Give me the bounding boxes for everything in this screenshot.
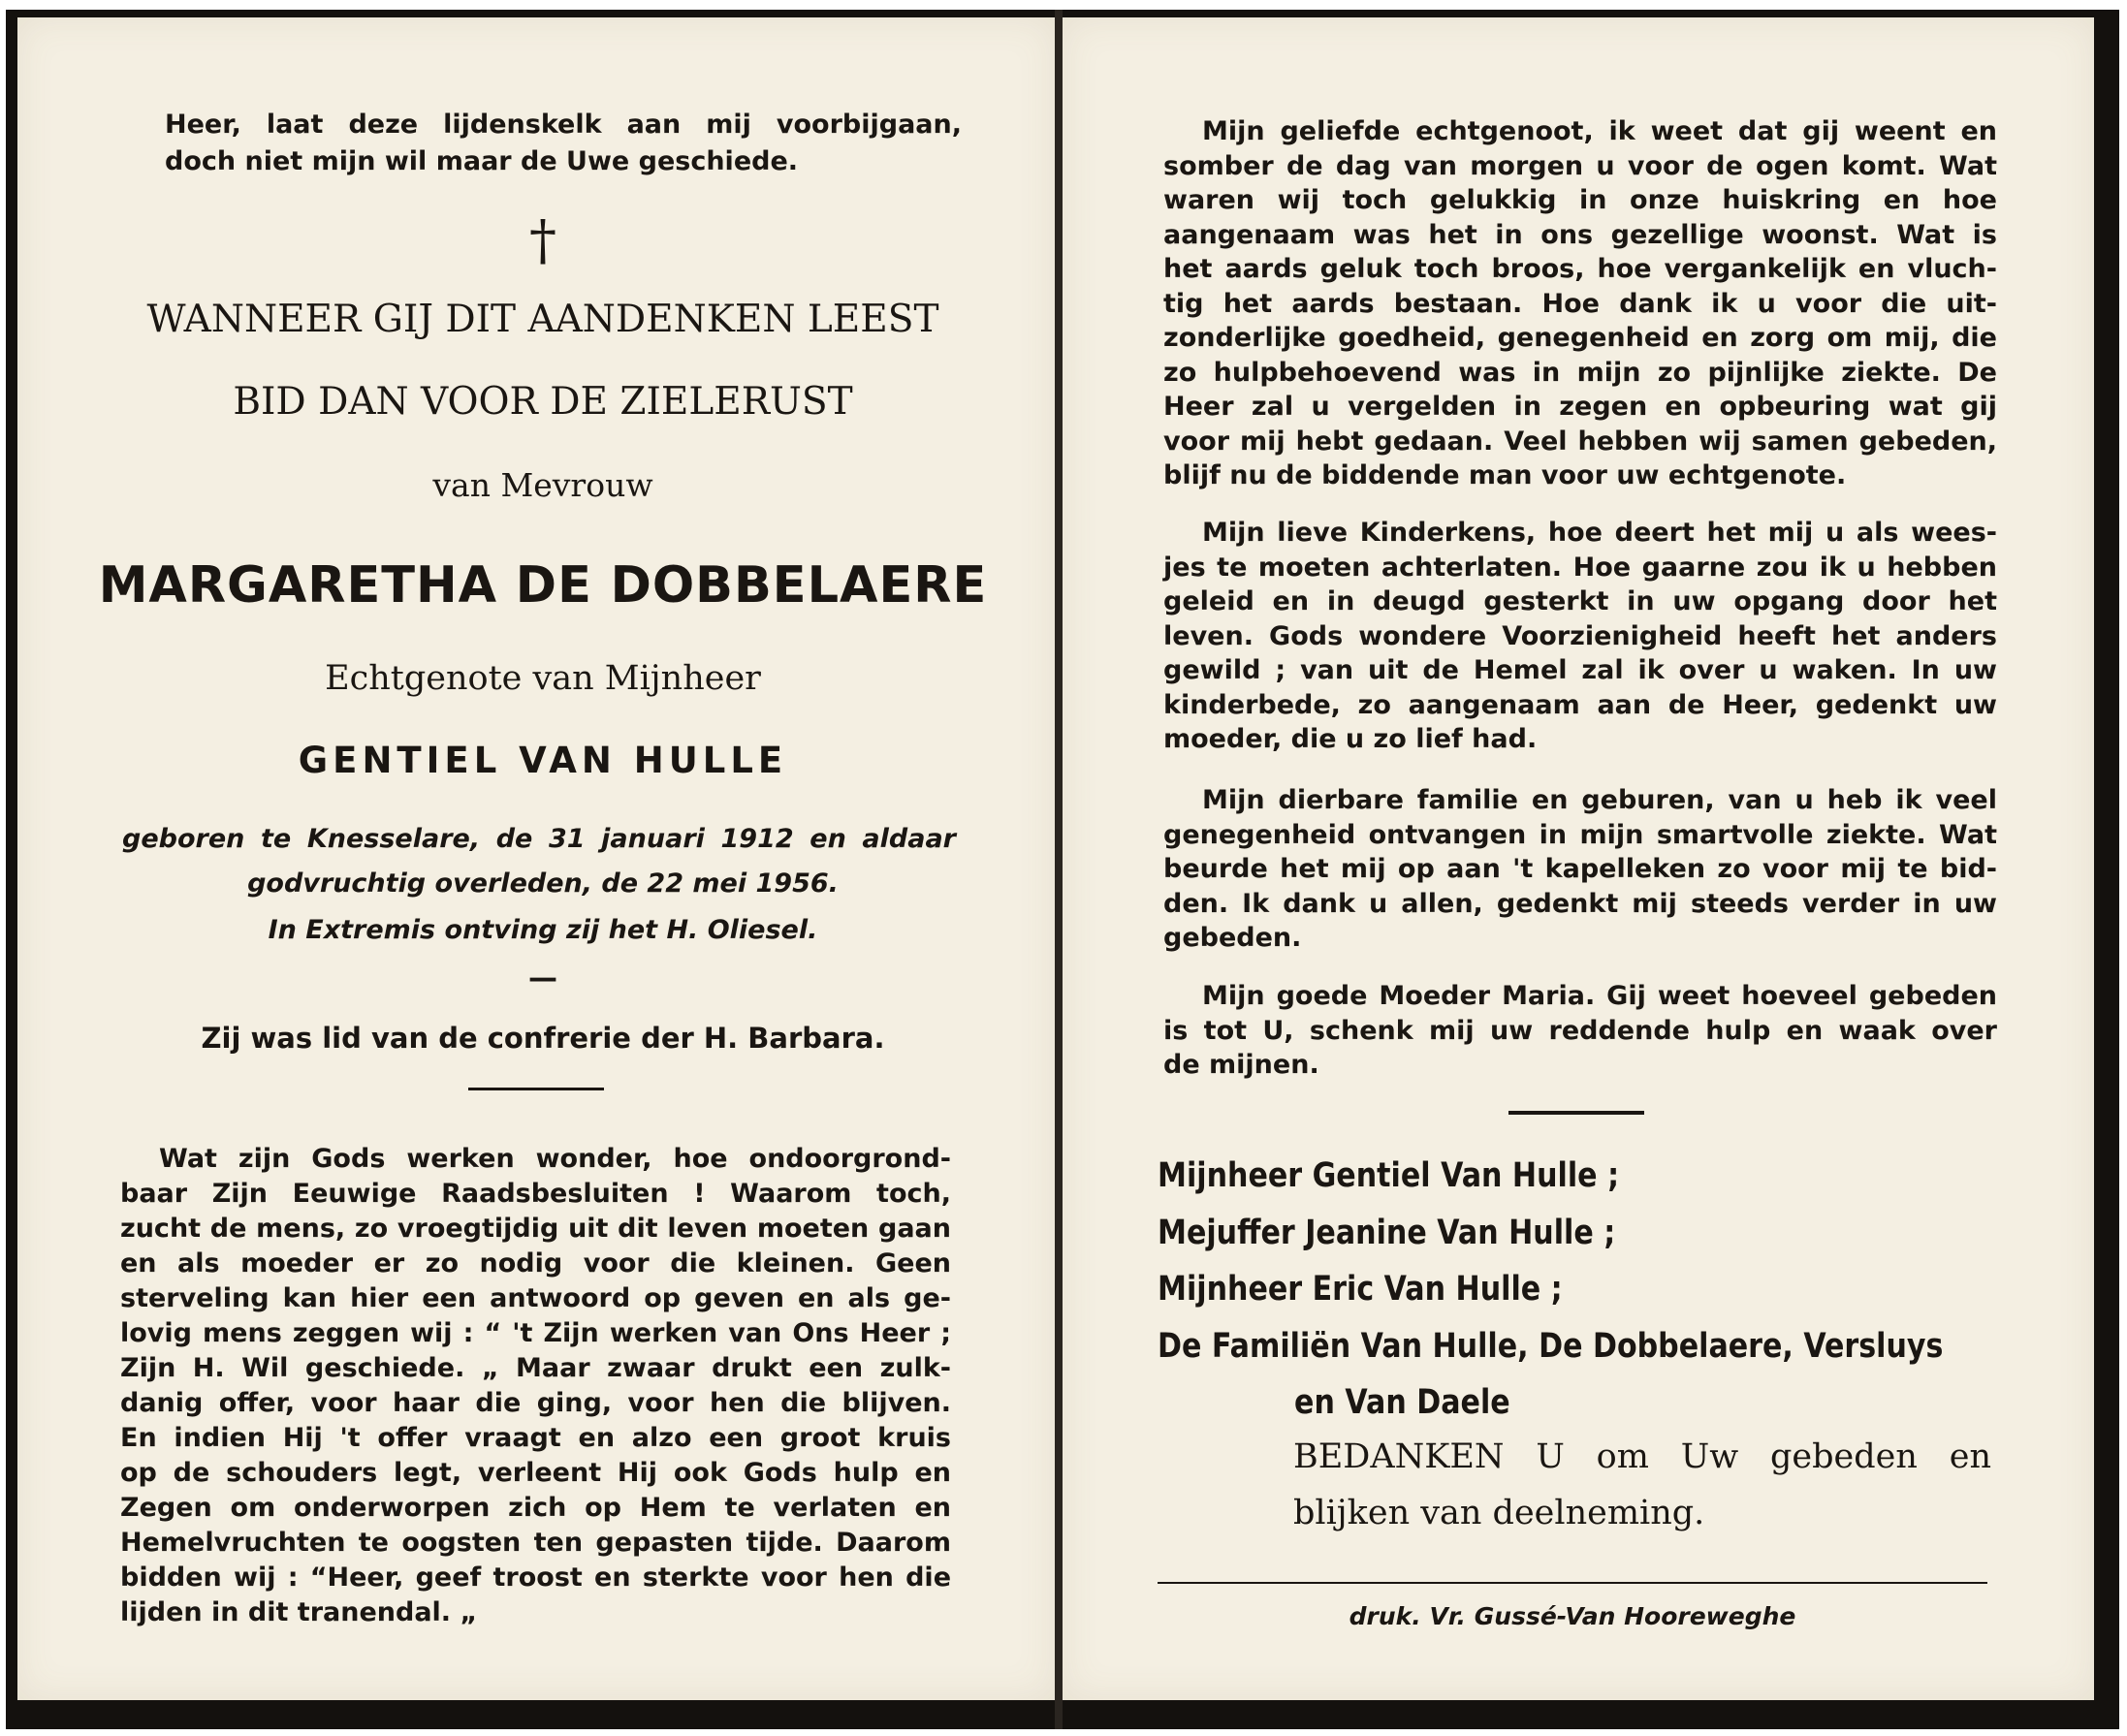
text-line: de mijnen. [1163,1050,1319,1080]
text-line: waren wij toch gelukkig in onze huiskring en hoe [1163,185,1997,215]
family-list [1158,1148,2011,1432]
text-line: Mijn lieve Kinderkens, hoe deert het mij u als wees- [1202,518,1997,548]
text-line: somber de dag van morgen u voor de ogen komt. Wat [1163,150,1997,181]
bottom-rule [1158,1582,1987,1584]
family-member: De Familiën Van Hulle, De Dobbelaere, Versluys [1158,1326,1944,1366]
text-line: moeder, die u zo lief had. [1163,724,1538,754]
left-divider-rule [468,1088,604,1090]
text-line: Zegen om onderworpen zich op Hem te verlaten en [120,1493,951,1523]
text-line: Mijn dierbare familie en geburen, van u heb ik veel [1202,785,1997,815]
thanks-line-2: blijken van deelneming. [1293,1494,1705,1532]
spouse-name: GENTIEL VAN HULLE [298,740,788,781]
dash-divider: — [528,962,557,995]
text-line: zonderlijke goedheid, genegenheid en zorg om mij, die [1163,323,1997,353]
text-line: gebeden. [1163,923,1302,953]
text-line: voor mij hebt gedaan. Veel hebben wij samen gebeden, [1163,426,1997,457]
message-to-husband [1163,114,1997,493]
family-member: Mijnheer Eric Van Hulle ; [1158,1270,1563,1309]
thanks-line-1: BEDANKEN U om Uw gebeden en [1293,1437,1991,1476]
death-line: godvruchtig overleden, de 22 mei 1956. [247,868,839,899]
text-line: kinderbede, zo aangenaam aan de Heer, gedenkt uw [1163,689,1997,720]
left-paragraph [120,1142,951,1630]
text-line: genegenheid ontvangen in mijn smartvolle ziekte. Wat [1163,819,1997,850]
text-line: tig het aards bestaan. Hoe dank ik u voor die uit- [1163,288,1997,319]
family-member: en Van Daele [1294,1383,1510,1422]
message-to-family [1163,783,1997,956]
text-line: Zijn H. Wil geschiede. „ Maar zwaar drukt een zulk- [120,1353,951,1383]
text-line: leven. Gods wondere Voorzienigheid heeft het anders [1163,620,1997,651]
text-line: lovig mens zeggen wij : “ 't Zijn werken van Ons Heer ; [120,1318,951,1348]
card-fold [1055,10,1063,1729]
text-line: lijden in dit tranendal. „ [120,1597,478,1627]
birth-line: geboren te Knesselare, de 31 januari 1912 en aldaar [122,824,956,854]
text-line: aangenaam was het in ons gezellige woonst. Wat is [1163,219,1997,250]
message-to-children [1163,516,1997,757]
text-line: op de schouders legt, verleent Hij ook Gods hulp en [120,1458,951,1488]
epigraph-line-2: doch niet mijn wil maar de Uwe geschiede. [165,146,799,176]
text-line: Heer zal u vergelden in zegen en opbeuring wat gij [1163,392,1997,422]
printer-credit: druk. Vr. Gussé-Van Hooreweghe [1349,1602,1796,1630]
prayer-to-mary [1163,979,1997,1083]
deceased-name: MARGARETHA DE DOBBELAERE [98,556,988,615]
text-line: beurde het mij op aan 't kapelleken zo voor mij te bid- [1163,854,1997,884]
family-member: Mejuffer Jeanine Van Hulle ; [1158,1213,1616,1252]
text-line: den. Ik dank u allen, gedenkt mij steeds verder in uw [1163,888,1997,919]
family-member: Mijnheer Gentiel Van Hulle ; [1158,1156,1620,1195]
text-line: blijf nu de biddende man voor uw echtgenote. [1163,460,1847,490]
heading-line-2: BID DAN VOOR DE ZIELERUST [233,380,853,424]
text-line: jes te moeten achterlaten. Hoe gaarne zou ik u hebben [1163,552,1997,583]
text-line: En indien Hij 't offer vraagt en alzo een groot kruis [120,1423,951,1453]
van-mevrouw: van Mevrouw [432,466,653,504]
text-line: danig offer, voor haar die ging, voor hen die blijven. [120,1388,951,1418]
confraternity-line: Zij was lid van de confrerie der H. Barbara. [201,1022,885,1055]
spouse-intro: Echtgenote van Mijnheer [325,659,761,698]
text-line: Wat zijn Gods werken wonder, hoe ondoorgrond- [159,1144,951,1174]
text-line: zucht de mens, zo vroegtijdig uit dit leven moeten gaan [120,1214,951,1244]
text-line: en als moeder er zo nodig voor die kleinen. Geen [120,1248,951,1278]
sacrament-line: In Extremis ontving zij het H. Oliesel. [268,915,818,945]
text-line: zo hulpbehoevend was in mijn zo pijnlijke ziekte. De [1163,357,1997,388]
text-line: Hemelvruchten te oogsten ten gepasten tijde. Daarom [120,1528,951,1558]
cross-icon: † [529,209,556,272]
text-line: het aards geluk toch broos, hoe vergankelijk en vluch- [1163,254,1997,284]
text-line: gewild ; van uit de Hemel zal ik over u waken. In uw [1163,655,1997,685]
text-line: baar Zijn Eeuwige Raadsbesluiten ! Waarom toch, [120,1179,951,1209]
text-line: geleid en in deugd gesterkt in uw opgang door het [1163,586,1997,616]
text-line: sterveling kan hier een antwoord op geven en als ge- [120,1283,951,1313]
text-line: Mijn geliefde echtgenoot, ik weet dat gij weent en [1202,116,1997,146]
heading-line-1: WANNEER GIJ DIT AANDENKEN LEEST [146,298,939,341]
text-line: is tot U, schenk mij uw reddende hulp en waak over [1163,1015,1997,1046]
text-line: Mijn goede Moeder Maria. Gij weet hoeveel gebeden [1202,981,1997,1011]
text-line: bidden wij : “Heer, geef troost en sterkte voor hen die [120,1562,951,1593]
right-divider-rule [1508,1111,1644,1115]
epigraph-line-1: Heer, laat deze lijdenskelk aan mij voorbijgaan, [165,110,962,140]
